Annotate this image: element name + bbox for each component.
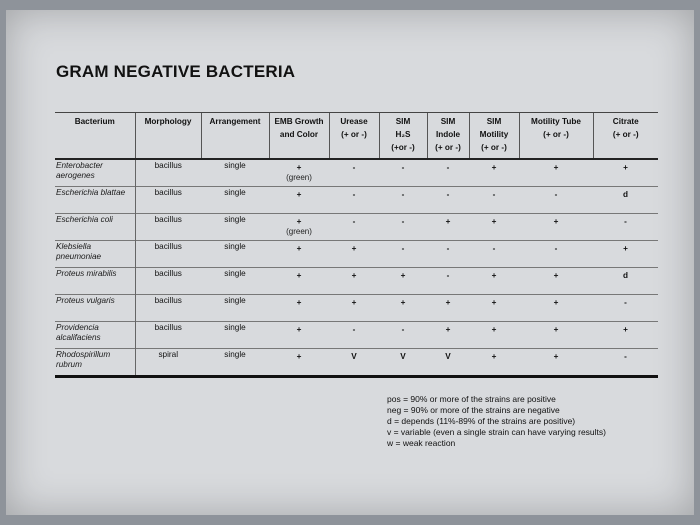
cell-indole (427, 241, 469, 268)
table-row (55, 241, 658, 268)
cell-motility-tube (519, 187, 593, 214)
cell-value: - (624, 217, 627, 226)
cell-urease (329, 159, 379, 187)
bacterium-name: Rhodospirillum rubrum (55, 349, 135, 377)
cell-value: + (445, 217, 451, 226)
cell-urease (329, 322, 379, 349)
cell-value: - (352, 163, 356, 172)
column-header-text: H₂S (395, 130, 411, 139)
cell-sim-motility (469, 241, 519, 268)
cell-value: - (446, 190, 450, 199)
cell-urease (329, 349, 379, 377)
cell-value: - (401, 163, 405, 172)
cell-value: + (400, 298, 406, 307)
cell-value: + (553, 163, 559, 172)
cell-sim-motility (469, 349, 519, 377)
column-header (55, 113, 135, 160)
column-header-text: SIM (486, 117, 502, 126)
cell-citrate (593, 295, 658, 322)
cell-value: - (401, 217, 405, 226)
emb-color-note: (green) (286, 173, 312, 182)
column-header (593, 113, 658, 160)
cell-value: + (623, 163, 628, 172)
cell-value: bacillus (154, 269, 182, 278)
column-header (519, 113, 593, 160)
cell-arrangement (201, 322, 269, 349)
cell-motility-tube (519, 159, 593, 187)
cell-value: V (445, 352, 451, 361)
cell-emb (269, 187, 329, 214)
column-header (469, 113, 519, 160)
cell-value: d (622, 271, 628, 280)
cell-value: + (351, 244, 357, 253)
cell-value: + (296, 244, 302, 253)
cell-value: - (554, 190, 558, 199)
cell-value: + (296, 190, 302, 199)
cell-value: + (296, 217, 302, 226)
cell-sim-motility (469, 268, 519, 295)
bacterium-name: Enterobacter aerogenes (55, 159, 135, 187)
bacterium-name: Proteus mirabilis (55, 268, 135, 295)
column-header-text: Indole (435, 130, 461, 139)
table-row (55, 268, 658, 295)
cell-citrate (593, 268, 658, 295)
table-row (55, 349, 658, 377)
cell-value: - (401, 190, 405, 199)
table-body (55, 159, 658, 377)
column-header (427, 113, 469, 160)
cell-value: - (554, 244, 558, 253)
bacteria-table (55, 112, 658, 378)
bacterium-name: Escherichia coli (55, 214, 135, 241)
cell-value: + (491, 298, 497, 307)
column-header-text: (+ or -) (543, 130, 569, 139)
cell-h2s (379, 295, 427, 322)
legend-line: neg = 90% or more of the strains are negative (387, 405, 560, 415)
cell-morphology (135, 159, 201, 187)
cell-h2s (379, 214, 427, 241)
column-header-text: Arrangement (209, 117, 261, 126)
cell-sim-motility (469, 187, 519, 214)
cell-value: + (296, 352, 302, 361)
table-row (55, 322, 658, 349)
cell-value: + (491, 352, 497, 361)
cell-indole (427, 295, 469, 322)
cell-sim-motility (469, 214, 519, 241)
table-row (55, 187, 658, 214)
column-header-text: SIM (395, 117, 411, 126)
cell-motility-tube (519, 322, 593, 349)
cell-value: spiral (158, 350, 179, 359)
cell-emb (269, 241, 329, 268)
cell-morphology (135, 214, 201, 241)
legend-line: pos = 90% or more of the strains are positive (387, 394, 556, 404)
cell-value: single (224, 350, 246, 359)
column-header-text: (+or -) (391, 143, 415, 152)
cell-arrangement (201, 241, 269, 268)
cell-value: + (553, 217, 559, 226)
cell-sim-motility (469, 159, 519, 187)
column-header-text: Citrate (612, 117, 639, 126)
cell-value: + (553, 271, 559, 280)
column-header-text: EMB Growth (274, 117, 324, 126)
cell-morphology (135, 295, 201, 322)
cell-value: single (224, 215, 246, 224)
cell-indole (427, 159, 469, 187)
cell-value: + (296, 163, 302, 172)
column-header-text: Motility Tube (531, 117, 581, 126)
cell-value: bacillus (154, 242, 182, 251)
cell-value: single (224, 296, 246, 305)
page-title: GRAM NEGATIVE BACTERIA (56, 62, 296, 81)
cell-value: + (491, 271, 497, 280)
column-header-text: (+ or -) (341, 130, 367, 139)
column-header (379, 113, 427, 160)
cell-h2s (379, 349, 427, 377)
column-header-text: Morphology (144, 117, 192, 126)
cell-arrangement (201, 349, 269, 377)
cell-value: + (445, 325, 451, 334)
column-header-text: (+ or -) (435, 143, 461, 152)
cell-h2s (379, 241, 427, 268)
cell-h2s (379, 159, 427, 187)
cell-value: + (491, 325, 497, 334)
cell-value: + (553, 352, 559, 361)
cell-value: - (624, 298, 627, 307)
bacterium-name: Providencia alcalifaciens (55, 322, 135, 349)
cell-value: + (400, 271, 406, 280)
cell-value: + (553, 325, 559, 334)
cell-h2s (379, 187, 427, 214)
column-header-text: Bacterium (74, 117, 115, 126)
cell-motility-tube (519, 268, 593, 295)
column-header (201, 113, 269, 160)
cell-motility-tube (519, 214, 593, 241)
cell-indole (427, 214, 469, 241)
cell-value: V (351, 352, 357, 361)
cell-value: - (352, 217, 356, 226)
column-header-text: Urease (340, 117, 368, 126)
cell-urease (329, 214, 379, 241)
cell-value: bacillus (154, 323, 182, 332)
cell-value: single (224, 242, 246, 251)
cell-arrangement (201, 268, 269, 295)
cell-value: + (553, 298, 559, 307)
cell-indole (427, 268, 469, 295)
column-header-text: SIM (440, 117, 456, 126)
cell-value: bacillus (154, 215, 182, 224)
cell-value: d (622, 190, 628, 199)
table-header-row (55, 113, 658, 160)
cell-citrate (593, 159, 658, 187)
cell-value: + (491, 163, 497, 172)
cell-value: - (446, 163, 450, 172)
cell-h2s (379, 322, 427, 349)
cell-value: + (445, 298, 451, 307)
cell-emb (269, 268, 329, 295)
cell-urease (329, 295, 379, 322)
cell-sim-motility (469, 295, 519, 322)
cell-emb (269, 214, 329, 241)
table-row (55, 214, 658, 241)
cell-value: - (401, 325, 405, 334)
cell-value: single (224, 269, 246, 278)
cell-value: V (400, 352, 406, 361)
cell-value: bacillus (154, 188, 182, 197)
cell-urease (329, 187, 379, 214)
cell-value: + (296, 271, 302, 280)
legend-line: w = weak reaction (387, 438, 456, 448)
cell-h2s (379, 268, 427, 295)
cell-value: - (352, 325, 356, 334)
cell-emb (269, 159, 329, 187)
bacterium-name: Escherichia blattae (55, 187, 135, 214)
column-header (329, 113, 379, 160)
cell-value: - (492, 190, 496, 199)
cell-value: bacillus (154, 296, 182, 305)
bacterium-name: Klebsiella pneumoniae (55, 241, 135, 268)
legend (387, 394, 606, 449)
cell-value: - (401, 244, 405, 253)
table-row (55, 159, 658, 187)
cell-motility-tube (519, 295, 593, 322)
cell-citrate (593, 214, 658, 241)
cell-morphology (135, 187, 201, 214)
cell-value: single (224, 161, 246, 170)
column-header-text: Motility (479, 130, 509, 139)
cell-value: single (224, 188, 246, 197)
cell-value: + (296, 325, 302, 334)
column-header (135, 113, 201, 160)
cell-value: + (491, 217, 497, 226)
cell-indole (427, 187, 469, 214)
cell-value: + (623, 325, 628, 334)
cell-arrangement (201, 214, 269, 241)
table-row (55, 295, 658, 322)
cell-morphology (135, 322, 201, 349)
cell-emb (269, 322, 329, 349)
cell-value: + (351, 271, 357, 280)
column-header-text: (+ or -) (481, 143, 507, 152)
legend-line: d = depends (11%-89% of the strains are positive) (387, 416, 576, 426)
cell-morphology (135, 241, 201, 268)
cell-value: bacillus (154, 161, 182, 170)
cell-morphology (135, 349, 201, 377)
legend-line: v = variable (even a single strain can have varying results) (387, 427, 606, 437)
cell-citrate (593, 241, 658, 268)
cell-value: + (296, 298, 302, 307)
cell-arrangement (201, 159, 269, 187)
cell-motility-tube (519, 241, 593, 268)
cell-value: - (446, 244, 450, 253)
cell-citrate (593, 187, 658, 214)
cell-urease (329, 241, 379, 268)
cell-value: + (623, 244, 628, 253)
cell-indole (427, 349, 469, 377)
cell-emb (269, 349, 329, 377)
cell-emb (269, 295, 329, 322)
column-header (269, 113, 329, 160)
cell-arrangement (201, 295, 269, 322)
cell-value: single (224, 323, 246, 332)
cell-motility-tube (519, 349, 593, 377)
cell-value: - (624, 352, 627, 361)
cell-arrangement (201, 187, 269, 214)
cell-value: - (446, 271, 450, 280)
cell-morphology (135, 268, 201, 295)
cell-sim-motility (469, 322, 519, 349)
cell-urease (329, 268, 379, 295)
bacterium-name: Proteus vulgaris (55, 295, 135, 322)
cell-value: - (352, 190, 356, 199)
cell-citrate (593, 349, 658, 377)
column-header-text: and Color (279, 130, 319, 139)
cell-citrate (593, 322, 658, 349)
emb-color-note: (green) (286, 227, 312, 236)
cell-indole (427, 322, 469, 349)
cell-value: + (351, 298, 357, 307)
cell-value: - (492, 244, 496, 253)
column-header-text: (+ or -) (612, 130, 639, 139)
